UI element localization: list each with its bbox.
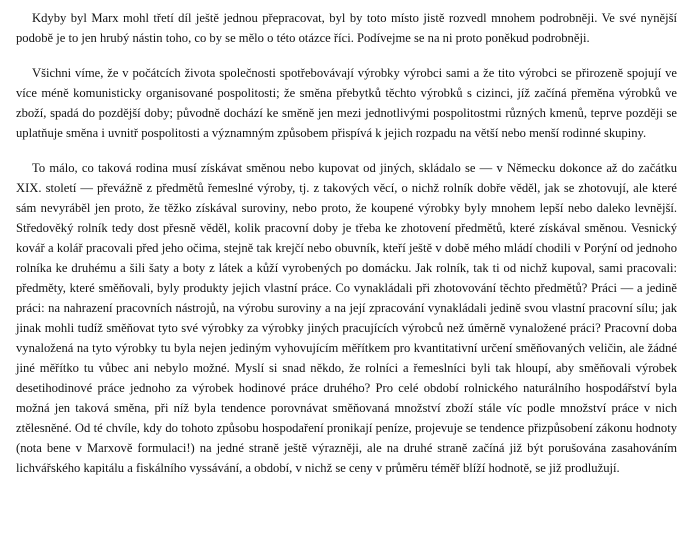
paragraph-early-society: Všichni víme, že v počátcích života společnosti spotřebovávají výrobky výrobci sami a že tito výrobci se přirozeně spojují ve více méně komunisticky organisované pospolitosti; že směna přebytků těchto výrobků s cizinci, jíž začíná přeměna výrobků ve zboží, spadá do pozdější doby; původně dochází ke směně jen mezi jednotlivými pospolitostmi různých kmenů, teprve později se uplatňuje směna i uvnitř pospolitosti a významným způsobem přispívá k jejich rozpadu na větší nebo menší rodinné skupiny.	[16, 66, 677, 140]
paragraph-marx-third-volume: Kdyby byl Marx mohl třetí díl ještě jednou přepracovat, byl by toto místo jistě rozvedl mnohem podrobněji. Ve své nynější podobě je to jen hrubý nástin toho, co by se mělo o této otázce říci. Podívejme se na ni proto poněkud podrobněji.	[16, 11, 677, 45]
paragraph-peasant-exchange: To málo, co taková rodina musí získávat směnou nebo kupovat od jiných, skládalo se — v Německu dokonce až do začátku XIX. století — převážně z předmětů řemeslné výroby, tj. z takových věcí, o nichž rolník dobře věděl, jak se zhotovují, ale které sám nevyráběl jen proto, že těžko získával suroviny, nebo proto, že koupené výrobky byly mnohem lepší nebo daleko levnější. Středověký rolník tedy dost přesně věděl, kolik pracovní doby je třeba ke zhotovení předmětů, které získával směnou. Vesnický kovář a kolář pracovali před jeho očima, stejně tak krejčí nebo obuvník, kteří ještě v době mého mládí chodili v Porýní od jednoho rolníka ke druhému a šili šaty a boty z látek a kůží vyrobených po domácku. Jak rolník, tak ti od nichž kupoval, sami pracovali: předměty, které směňovali, byly produkty jejich vlastní práce. Co vynakládali při zhotovování těchto předmětů? Práci — a jedině práci: na nahrazení pracovních nástrojů, na výrobu suroviny a na její zpracování vynakládali jedině svou vlastní pracovní sílu; jak jinak mohli tudíž směňovat tyto své výrobky za výrobky jiných pracujících výrobců než úměrně vynaložené práci? Pracovní doba vynaložená na tyto výrobky tu byla nejen jediným vyhovujícím měřítkem pro kvantitativní určení směňovaných veličin, ale žádné jiné měřítko tu vůbec ani nebylo možné. Myslí si snad někdo, že rolníci a řemeslníci byli tak hloupí, aby směňovali výrobek desetihodinové práce jednoho za výrobek hodinové práce druhého? Pro celé období rolnického naturálního hospodářství byla možná jen taková směna, při níž byla tendence porovnávat směňovaná množství zboží stále víc podle množství práce v nich ztělesněné. Od té chvíle, kdy do tohoto způsobu hospodaření pronikají peníze, projevuje se tendence přizpůsobení zákonu hodnoty (nota bene v Marxově formulaci!) na jedné straně ještě výrazněji, ale na druhé straně začíná již být porušována zasahováním lichvářského kapitálu a fiskálního vyssávání, a období, v nichž se ceny v průměru téměř blíží hodnotě, se již prodlužují.	[16, 161, 677, 475]
